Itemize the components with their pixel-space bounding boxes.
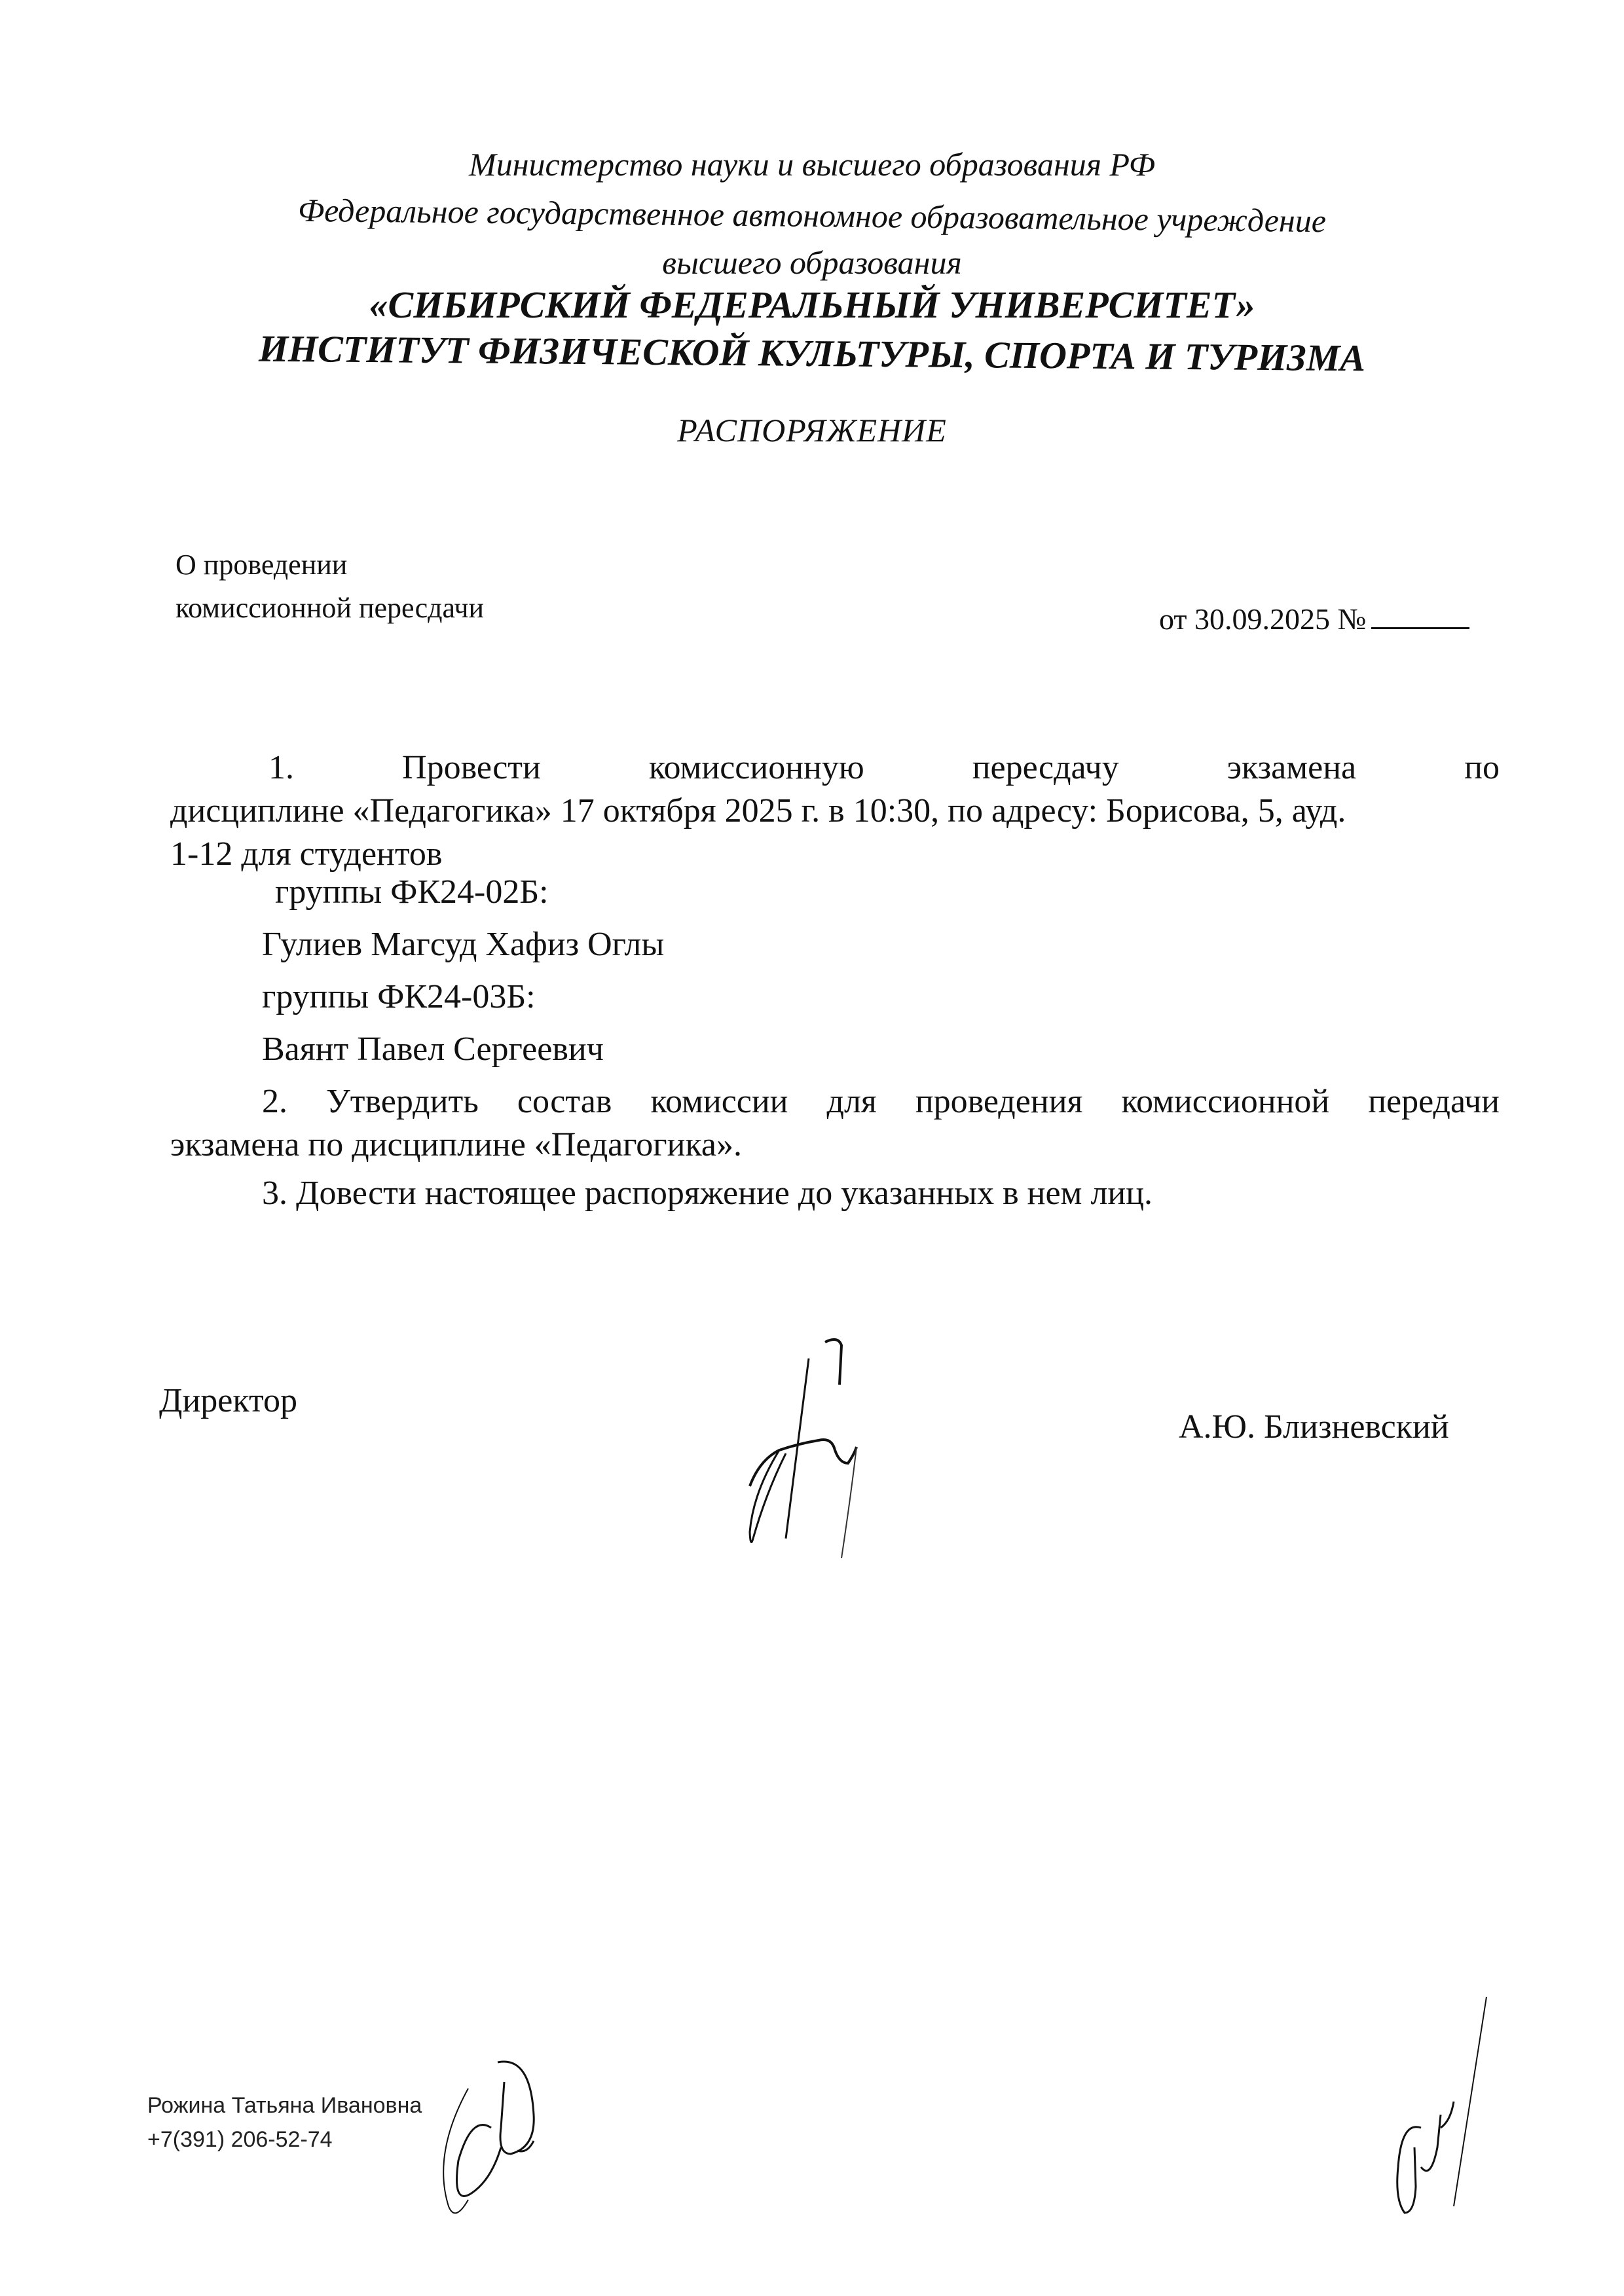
contact-phone: +7(391) 206-52-74 <box>147 2127 333 2152</box>
student-name: Ваянт Павел Сергеевич <box>262 1030 604 1068</box>
word: экзамена <box>1227 749 1357 786</box>
ministry-line: Министерство науки и высшего образования РФ <box>469 146 1155 183</box>
word: 2. <box>262 1083 287 1120</box>
institute-name: ИНСТИТУТ ФИЗИЧЕСКОЙ КУЛЬТУРЫ, СПОРТА И ТУРИЗМА <box>258 327 1366 380</box>
word: комиссионную <box>648 749 864 786</box>
word: передачи <box>1368 1083 1500 1120</box>
contact-info <box>147 2088 422 2157</box>
word: по <box>1464 749 1500 786</box>
item-2-line-1 <box>170 1080 1500 1123</box>
subject-line-1: О проведении <box>175 549 348 581</box>
document-type: РАСПОРЯЖЕНИЕ <box>677 412 947 448</box>
group-label: группы ФК24-02Б: <box>275 873 549 911</box>
word: Провести <box>402 749 541 786</box>
institution-type-line: Федеральное государственное автономное образовательное учреждение <box>297 191 1327 240</box>
document-date <box>1159 601 1469 636</box>
document-subject <box>175 543 484 630</box>
approval-signature-left <box>419 2056 563 2226</box>
contact-name: Рожина Татьяна Ивановна <box>147 2093 422 2118</box>
word: проведения <box>915 1083 1083 1120</box>
signatory-name: А.Ю. Близневский <box>1179 1408 1449 1446</box>
item-2 <box>170 1080 1500 1167</box>
group-label: группы ФК24-03Б: <box>262 978 536 1015</box>
word: комиссии <box>650 1083 788 1120</box>
item-1 <box>170 746 1500 876</box>
university-name: «СИБИРСКИЙ ФЕДЕРАЛЬНЫЙ УНИВЕРСИТЕТ» <box>369 283 1255 326</box>
item-1-line-2: дисциплине «Педагогика» 17 октября 2025 г. в 10:30, по адресу: Борисова, 5, ауд. <box>170 792 1346 829</box>
institution-type-line-2: высшего образования <box>662 244 962 281</box>
date-label: от 30.09.2025 № <box>1159 602 1367 636</box>
item-3: 3. Довести настоящее распоряжение до указанных в нем лиц. <box>262 1175 1153 1212</box>
item-1-line-3: 1-12 для студентов <box>170 835 443 873</box>
word: пересдачу <box>972 749 1119 786</box>
approval-signature-right <box>1375 1997 1506 2259</box>
word: Утвердить <box>325 1083 479 1120</box>
word: 1. <box>268 749 294 786</box>
word: комиссионной <box>1121 1083 1330 1120</box>
word: для <box>826 1083 877 1120</box>
item-2-line-2: экзамена по дисциплине «Педагогика». <box>170 1126 743 1163</box>
student-name: Гулиев Магсуд Хафиз Оглы <box>262 926 665 963</box>
signatory-title: Директор <box>159 1382 297 1419</box>
director-signature <box>688 1322 897 1571</box>
subject-line-2: комиссионной пересдачи <box>175 592 485 624</box>
item-1-line-1 <box>170 746 1500 790</box>
document-number-blank <box>1371 601 1469 629</box>
word: состав <box>517 1083 612 1120</box>
